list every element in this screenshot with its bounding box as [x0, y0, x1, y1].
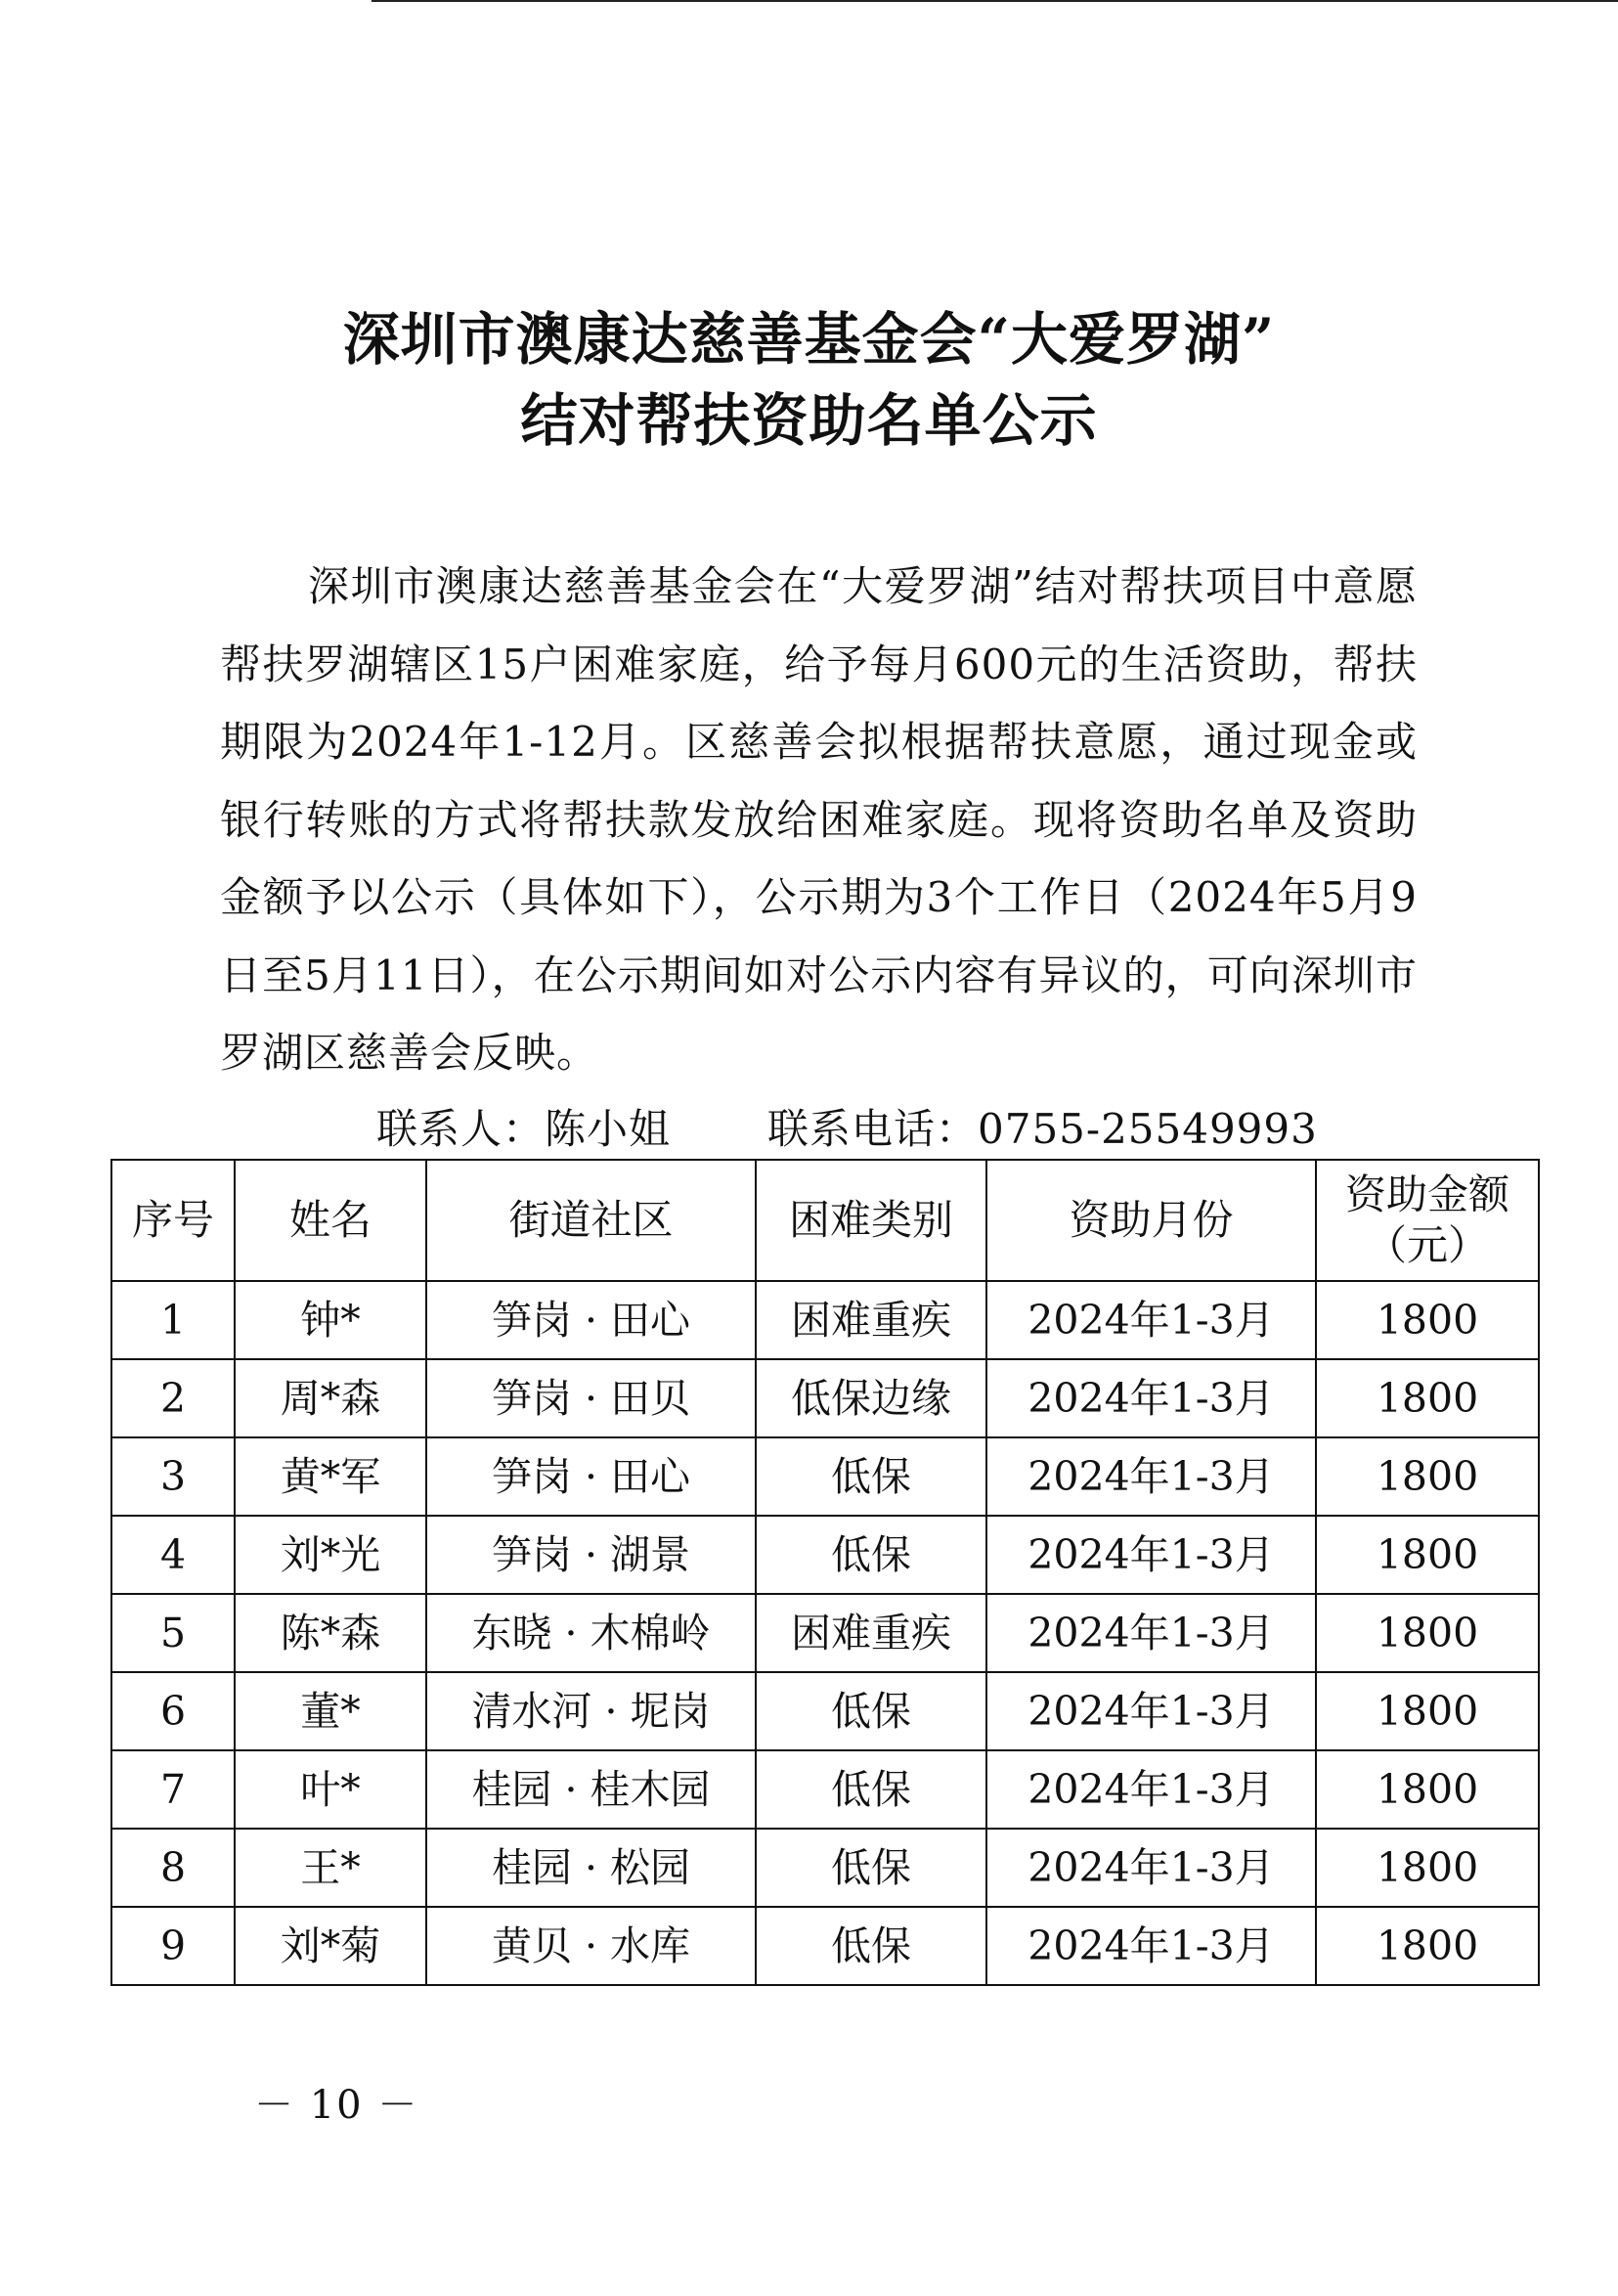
cell-category: 低保: [756, 1907, 986, 1985]
cell-category: 低保边缘: [756, 1359, 986, 1437]
cell-amount: 1800: [1316, 1437, 1539, 1516]
cell-name: 王*: [235, 1829, 426, 1907]
cell-month: 2024年1-3月: [986, 1829, 1316, 1907]
header-month: 资助月份: [986, 1160, 1316, 1281]
cell-category: 低保: [756, 1516, 986, 1594]
cell-amount: 1800: [1316, 1594, 1539, 1672]
cell-month: 2024年1-3月: [986, 1672, 1316, 1750]
cell-amount: 1800: [1316, 1359, 1539, 1437]
contact-person: 联系人：陈小姐: [376, 1105, 672, 1153]
announcement-paragraph: 深圳市澳康达慈善基金会在“大爱罗湖”结对帮扶项目中意愿帮扶罗湖辖区15户困难家庭，给予每月600元的生活资助，帮扶期限为2024年1-12月。区慈善会拟根据帮扶意愿，通过现金或银行转账的方式将帮扶款发放给困难家庭。现将资助名单及资助金额予以公示（具体如下），公示期为3个工作日（2024年5月9日至5月11日），在公示期间如对公示内容有异议的，可向深圳市罗湖区慈善会反映。: [220, 562, 1418, 1077]
table-row: [111, 1516, 1539, 1594]
header-name: 姓名: [235, 1160, 426, 1281]
cell-category: 低保: [756, 1672, 986, 1750]
contact-phone: 联系电话：0755-25549993: [767, 1105, 1318, 1153]
cell-index: 8: [111, 1829, 235, 1907]
cell-community: 清水河 · 坭岗: [426, 1672, 756, 1750]
table-row: [111, 1594, 1539, 1672]
cell-month: 2024年1-3月: [986, 1750, 1316, 1829]
table-row: [111, 1359, 1539, 1437]
header-amount: [1316, 1160, 1539, 1281]
cell-community: 东晓 · 木棉岭: [426, 1594, 756, 1672]
cell-amount: 1800: [1316, 1907, 1539, 1985]
cell-amount: 1800: [1316, 1281, 1539, 1359]
cell-month: 2024年1-3月: [986, 1907, 1316, 1985]
cell-community: 桂园 · 桂木园: [426, 1750, 756, 1829]
cell-name: 刘*菊: [235, 1907, 426, 1985]
cell-index: 5: [111, 1594, 235, 1672]
header-community: 街道社区: [426, 1160, 756, 1281]
cell-index: 9: [111, 1907, 235, 1985]
cell-amount: 1800: [1316, 1750, 1539, 1829]
table-header-row: [111, 1160, 1539, 1281]
header-category: 困难类别: [756, 1160, 986, 1281]
top-border-line: [372, 0, 1618, 2]
cell-amount: 1800: [1316, 1672, 1539, 1750]
cell-index: 1: [111, 1281, 235, 1359]
cell-community: 笋岗 · 湖景: [426, 1516, 756, 1594]
table-row: [111, 1672, 1539, 1750]
cell-amount: 1800: [1316, 1829, 1539, 1907]
header-amount-line-1: 资助金额: [1344, 1170, 1509, 1218]
cell-name: 刘*光: [235, 1516, 426, 1594]
document-title-line-2: 结对帮扶资助名单公示: [520, 387, 1098, 454]
table-row: [111, 1829, 1539, 1907]
table-row: [111, 1437, 1539, 1516]
cell-name: 黄*军: [235, 1437, 426, 1516]
recipient-table: [110, 1159, 1540, 1986]
cell-category: 低保: [756, 1750, 986, 1829]
cell-month: 2024年1-3月: [986, 1437, 1316, 1516]
cell-community: 黄贝 · 水库: [426, 1907, 756, 1985]
cell-index: 2: [111, 1359, 235, 1437]
page-number: － 10 －: [254, 2083, 419, 2128]
cell-name: 钟*: [235, 1281, 426, 1359]
cell-category: 低保: [756, 1437, 986, 1516]
table-row: [111, 1907, 1539, 1985]
cell-community: 笋岗 · 田心: [426, 1281, 756, 1359]
cell-name: 董*: [235, 1672, 426, 1750]
document-title-line-1: 深圳市澳康达慈善基金会“大爱罗湖”: [342, 306, 1276, 373]
cell-category: 低保: [756, 1829, 986, 1907]
header-index: 序号: [111, 1160, 235, 1281]
cell-name: 周*森: [235, 1359, 426, 1437]
cell-index: 6: [111, 1672, 235, 1750]
cell-index: 3: [111, 1437, 235, 1516]
header-amount-line-2: （元）: [1365, 1221, 1489, 1269]
cell-month: 2024年1-3月: [986, 1594, 1316, 1672]
cell-month: 2024年1-3月: [986, 1281, 1316, 1359]
cell-month: 2024年1-3月: [986, 1359, 1316, 1437]
cell-amount: 1800: [1316, 1516, 1539, 1594]
cell-index: 7: [111, 1750, 235, 1829]
table-row: [111, 1281, 1539, 1359]
cell-community: 桂园 · 松园: [426, 1829, 756, 1907]
cell-index: 4: [111, 1516, 235, 1594]
cell-category: 困难重疾: [756, 1594, 986, 1672]
cell-category: 困难重疾: [756, 1281, 986, 1359]
cell-name: 陈*森: [235, 1594, 426, 1672]
cell-name: 叶*: [235, 1750, 426, 1829]
cell-month: 2024年1-3月: [986, 1516, 1316, 1594]
table-row: [111, 1750, 1539, 1829]
cell-community: 笋岗 · 田心: [426, 1437, 756, 1516]
cell-community: 笋岗 · 田贝: [426, 1359, 756, 1437]
